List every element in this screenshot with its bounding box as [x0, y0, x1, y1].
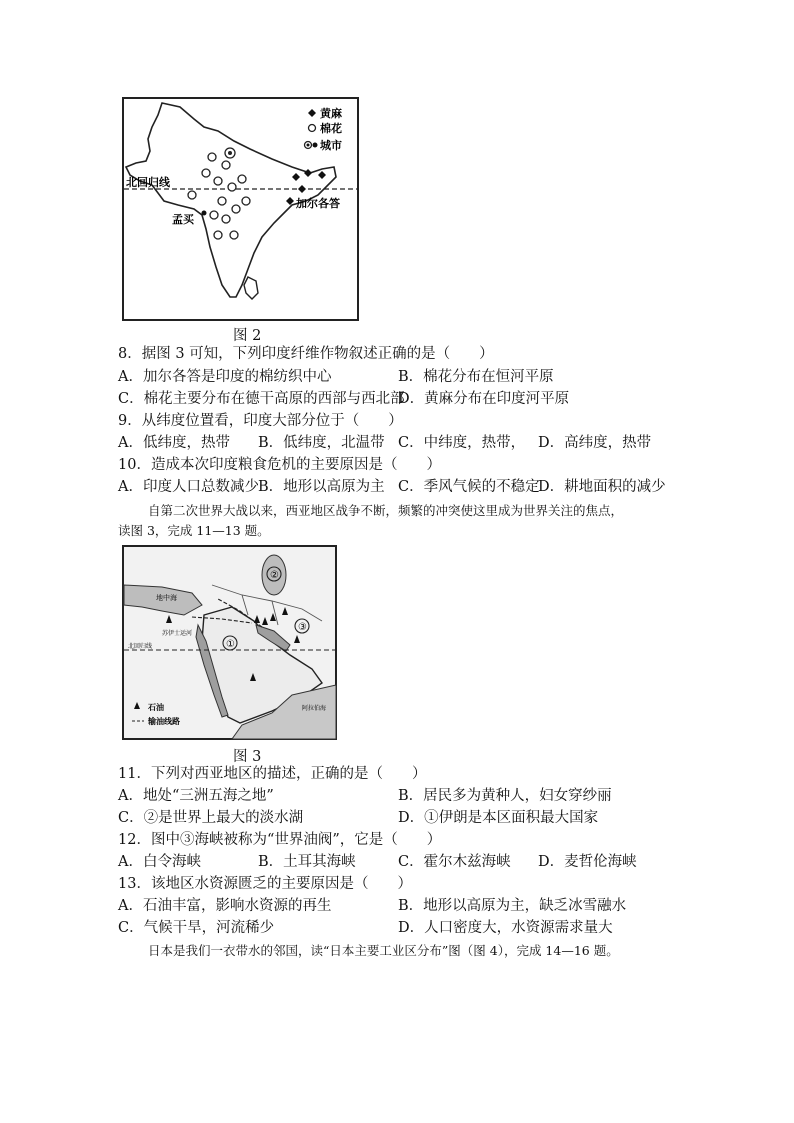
label-kolkata: 加尔各答 [296, 197, 340, 210]
q10-option-a: A．印度人口总数减少 [118, 479, 259, 495]
q12-stem: 12．图中③海峡被称为“世界油阀”，它是（ ） [118, 832, 442, 848]
label-circle2: ② [270, 570, 279, 581]
q12-option-a: A．白令海峡 [118, 854, 201, 870]
q13-option-b: B．地形以高原为主，缺乏冰雪融水 [398, 898, 627, 914]
q12-option-c: C．霍尔木兹海峡 [398, 854, 511, 870]
q9-option-b: B．低纬度，北温带 [258, 435, 385, 451]
q10-option-c: C．季风气候的不稳定 [398, 479, 540, 495]
label-mumbai: 孟买 [172, 213, 194, 226]
q11-option-b: B．居民多为黄种人，妇女穿纱丽 [398, 788, 612, 804]
q11-stem: 11．下列对西亚地区的描述，正确的是（ ） [118, 766, 427, 782]
label-mediterranean: 地中海 [156, 594, 177, 602]
label-arabian-sea: 阿拉伯海 [302, 705, 327, 712]
q13-option-d: D．人口密度大，水资源需求量大 [398, 920, 613, 936]
q8-option-b: B．棉花分布在恒河平原 [398, 369, 554, 385]
q11-option-a: A．地处“三洲五海之地” [118, 788, 274, 804]
figure3-caption: 图 3 [233, 749, 262, 765]
q12-option-d: D．麦哲伦海峡 [538, 854, 637, 870]
legend-city: 城市 [320, 139, 342, 152]
figure2-caption: 图 2 [233, 328, 262, 344]
q9-option-a: A．低纬度，热带 [118, 435, 230, 451]
q8-option-d: D．黄麻分布在印度河平原 [398, 391, 570, 407]
q10-stem: 10．造成本次印度粮食危机的主要原因是（ ） [118, 457, 441, 473]
q13-option-a: A．石油丰富，影响水资源的再生 [118, 898, 332, 914]
legend-pipeline: 输油线路 [148, 717, 180, 726]
q10-option-b: B．地形以高原为主 [258, 479, 385, 495]
q13-stem: 13．该地区水资源匮乏的主要原因是（ ） [118, 876, 412, 892]
legend-jute: 黄麻 [320, 107, 342, 120]
india-map [122, 97, 359, 321]
label-tropic: 北回归线 [126, 176, 170, 189]
intro-west-asia-line1: 自第二次世界大战以来，西亚地区战争不断，频繁的冲突使这里成为世界关注的焦点， [148, 503, 624, 518]
q13-option-c: C．气候干旱，河流稀少 [118, 920, 275, 936]
intro-west-asia-line2: 读图 3，完成 11—13 题。 [118, 523, 270, 538]
q12-option-b: B．土耳其海峡 [258, 854, 356, 870]
label-tropic-3: 北回归线 [128, 643, 153, 650]
label-circle3: ③ [298, 622, 307, 633]
q9-stem: 9．从纬度位置看，印度大部分位于（ ） [118, 413, 403, 429]
q11-option-d: D．①伊朗是本区面积最大国家 [398, 810, 599, 826]
west-asia-map [122, 545, 337, 740]
q9-option-d: D．高纬度，热带 [538, 435, 652, 451]
q8-option-c: C．棉花主要分布在德干高原的西部与西北部 [118, 391, 405, 407]
q11-option-c: C．②是世界上最大的淡水湖 [118, 810, 304, 826]
q8-stem: 8．据图 3 可知，下列印度纤维作物叙述正确的是（ ） [118, 346, 494, 362]
intro-japan: 日本是我们一衣带水的邻国，读“日本主要工业区分布”图（图 4），完成 14—16 题。 [148, 943, 619, 958]
label-circle1: ① [226, 639, 235, 650]
q10-option-d: D．耕地面积的减少 [538, 479, 666, 495]
q9-option-c: C．中纬度，热带， [398, 435, 526, 451]
q8-option-a: A．加尔各答是印度的棉纺织中心 [118, 369, 332, 385]
label-suez: 苏伊士运河 [162, 630, 193, 637]
legend-oil: 石油 [148, 703, 164, 712]
legend-cotton: 棉花 [320, 122, 342, 135]
